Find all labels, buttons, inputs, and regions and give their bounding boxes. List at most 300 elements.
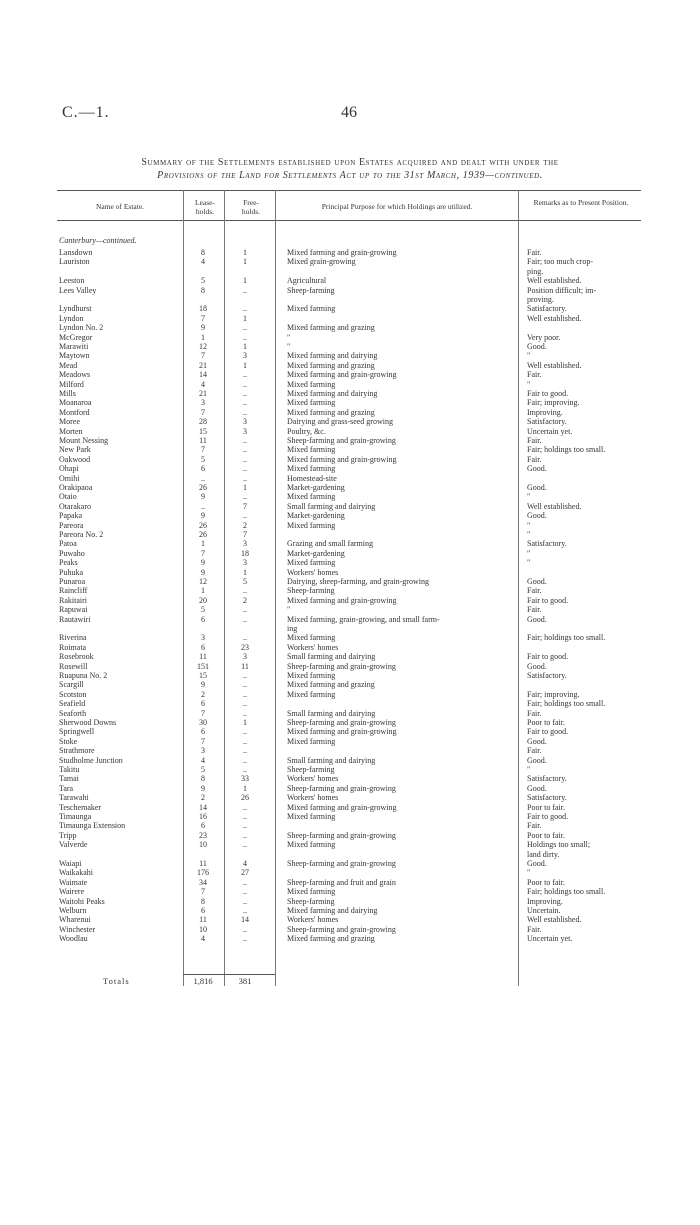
remarks-cell: Good.: [527, 511, 547, 521]
purpose-cell: ": [287, 605, 291, 615]
remarks-cell: Well established.: [527, 276, 582, 286]
freeholds-cell: 3: [243, 417, 247, 427]
estate-name-cell: Papaka: [59, 511, 83, 521]
table-row: [57, 445, 641, 454]
remarks-cell: Fair.: [527, 248, 542, 257]
leaseholds-cell: 34: [199, 877, 207, 887]
table-row: [57, 850, 641, 859]
purpose-cell: Sheep-farming: [287, 285, 335, 295]
freeholds-cell: ..: [243, 708, 247, 718]
estate-name-cell: Tripp: [59, 830, 77, 840]
estate-name-cell: Rapuwai: [59, 605, 88, 615]
remarks-cell: Good.: [527, 736, 547, 746]
freeholds-cell: 3: [243, 351, 247, 361]
table-row: [57, 887, 641, 896]
remarks-cell: Fair; too much crop-: [527, 257, 593, 267]
table-row: [57, 558, 641, 567]
table-row: [57, 765, 641, 774]
estate-name-cell: Puwaho: [59, 548, 85, 558]
purpose-cell: Dairying and grass-seed growing: [287, 417, 393, 427]
leaseholds-cell: 9: [201, 492, 205, 502]
purpose-cell: Workers' homes: [287, 915, 339, 925]
table-top-rule: [57, 190, 641, 191]
estate-name-cell: Otaio: [59, 492, 77, 502]
purpose-cell: Mixed farming: [287, 633, 336, 643]
leaseholds-cell: 21: [199, 389, 207, 398]
leaseholds-cell: 5: [201, 276, 205, 286]
remarks-cell: Well established.: [527, 501, 582, 511]
leaseholds-cell: 12: [199, 342, 207, 351]
freeholds-cell: 18: [241, 548, 249, 558]
remarks-cell: Poor to fair.: [527, 877, 565, 887]
leaseholds-cell: 23: [199, 830, 207, 840]
purpose-cell: Mixed grain-growing: [287, 257, 356, 267]
estate-name-cell: Tara: [59, 783, 74, 793]
table-row: [57, 709, 641, 718]
leaseholds-cell: 7: [201, 708, 205, 718]
header-bottom-rule: [57, 220, 641, 221]
remarks-cell: Fair to good.: [527, 389, 569, 398]
freeholds-cell: 33: [241, 774, 249, 784]
freeholds-cell: 26: [241, 793, 249, 803]
purpose-cell: Workers' homes: [287, 793, 339, 803]
purpose-cell: Sheep-farming and grain-growing: [287, 718, 396, 727]
purpose-cell: Mixed farming: [287, 840, 336, 850]
freeholds-cell: 1: [243, 276, 247, 286]
estate-name-cell: Moree: [59, 417, 80, 427]
estate-name-cell: Lyndon: [59, 313, 84, 323]
freeholds-cell: ..: [243, 511, 247, 521]
purpose-cell: Mixed farming and dairying: [287, 351, 378, 361]
remarks-cell: Poor to fair.: [527, 718, 565, 727]
table-row: [57, 812, 641, 821]
leaseholds-cell: 8: [201, 774, 205, 784]
freeholds-cell: 1: [243, 248, 247, 257]
estate-name-cell: Leeston: [59, 276, 85, 286]
freeholds-cell: 5: [243, 577, 247, 586]
table-row: [57, 408, 641, 417]
purpose-cell: Mixed farming and dairying: [287, 389, 378, 398]
leaseholds-cell: 9: [201, 680, 205, 690]
table-row: [57, 746, 641, 755]
remarks-cell: Fair to good.: [527, 727, 569, 737]
purpose-cell: Mixed farming, grain-growing, and small farm-: [287, 614, 440, 624]
freeholds-cell: 1: [243, 360, 247, 370]
freeholds-cell: ..: [243, 332, 247, 342]
remarks-cell: Poor to fair.: [527, 802, 565, 812]
purpose-cell: Mixed farming and grain-growing: [287, 595, 397, 605]
estate-name-cell: New Park: [59, 445, 91, 455]
freeholds-cell: ..: [243, 924, 247, 934]
estate-name-cell: Winchester: [59, 924, 96, 934]
remarks-cell: Satisfactory.: [527, 417, 567, 427]
table-row: [57, 840, 641, 849]
estate-name-cell: Mount Nessing: [59, 436, 109, 445]
estate-name-cell: Meadows: [59, 370, 91, 380]
remarks-cell: Good.: [527, 614, 547, 624]
freeholds-cell: ..: [243, 877, 247, 887]
estate-name-cell: Lees Valley: [59, 285, 97, 295]
purpose-cell: Poultry, &c.: [287, 426, 326, 436]
freeholds-cell: 3: [243, 558, 247, 568]
remarks-cell: Fair; holdings too small.: [527, 445, 606, 455]
remarks-cell: Fair; holdings too small.: [527, 699, 606, 709]
table-row: [57, 314, 641, 323]
remarks-cell: ": [527, 548, 531, 558]
purpose-cell: Mixed farming: [287, 887, 336, 897]
table-row: [57, 577, 641, 586]
purpose-cell: Mixed farming and grazing: [287, 680, 375, 690]
table-row: [57, 756, 641, 765]
estate-name-cell: Springwell: [59, 727, 95, 737]
remarks-cell: ": [527, 520, 531, 530]
purpose-cell: Workers' homes: [287, 642, 339, 652]
remarks-cell: ": [527, 765, 531, 774]
remarks-cell: Good.: [527, 783, 547, 793]
table-row: [57, 690, 641, 699]
freeholds-cell: ..: [243, 614, 247, 624]
table-row: [57, 361, 641, 370]
header-leaseholds: Lease-holds.: [195, 198, 215, 216]
remarks-cell: proving.: [527, 295, 554, 304]
estate-name-cell: Seafield: [59, 699, 86, 709]
leaseholds-cell: 15: [199, 426, 207, 436]
purpose-cell: Mixed farming and grain-growing: [287, 248, 397, 257]
table-row: [57, 427, 641, 436]
estate-name-cell: Timaunga: [59, 812, 92, 821]
freeholds-cell: ..: [243, 285, 247, 295]
estate-name-cell: Sherwood Downs: [59, 718, 117, 727]
estate-name-cell: Pareora: [59, 520, 84, 530]
leaseholds-cell: 5: [201, 605, 205, 615]
remarks-cell: Fair.: [527, 924, 542, 934]
freeholds-cell: 2: [243, 595, 247, 605]
leaseholds-cell: 6: [201, 614, 205, 624]
leaseholds-cell: 21: [199, 360, 207, 370]
remarks-cell: Well established.: [527, 915, 582, 925]
estate-name-cell: Omihi: [59, 473, 80, 483]
leaseholds-cell: 3: [201, 398, 205, 408]
freeholds-cell: 14: [241, 915, 249, 925]
remarks-cell: Good.: [527, 342, 547, 351]
purpose-cell: Sheep-farming and fruit and grain: [287, 877, 396, 887]
table-row: [57, 267, 641, 276]
remarks-cell: Uncertain.: [527, 906, 561, 915]
freeholds-cell: ..: [243, 802, 247, 812]
table-row: [57, 530, 641, 539]
estate-name-cell: Waimate: [59, 877, 88, 887]
leaseholds-cell: 20: [199, 595, 207, 605]
estate-name-cell: Seaforth: [59, 708, 87, 718]
leaseholds-cell: 9: [201, 783, 205, 793]
purpose-cell: Mixed farming: [287, 398, 336, 408]
leaseholds-cell: 6: [201, 464, 205, 474]
leaseholds-cell: 4: [201, 934, 205, 944]
leaseholds-cell: 6: [201, 699, 205, 709]
document-title: [40, 156, 660, 182]
estate-name-cell: Welburn: [59, 906, 87, 915]
remarks-cell: ": [527, 351, 531, 361]
table-row: [57, 455, 641, 464]
estate-name-cell: Rautawiri: [59, 614, 91, 624]
table-row: [57, 699, 641, 708]
purpose-cell: Homestead-site: [287, 473, 337, 483]
freeholds-cell: ..: [243, 464, 247, 474]
table-row: [57, 502, 641, 511]
leaseholds-cell: 11: [199, 652, 207, 662]
estate-name-cell: Teschemaker: [59, 802, 102, 812]
purpose-cell: Dairying, sheep-farming, and grain-growing: [287, 577, 429, 586]
leaseholds-cell: 2: [201, 793, 205, 803]
purpose-cell: ": [287, 342, 291, 351]
leaseholds-cell: 6: [201, 642, 205, 652]
estate-name-cell: McGregor: [59, 332, 93, 342]
table-row: [57, 539, 641, 548]
purpose-cell: Small farming and dairying: [287, 652, 376, 662]
purpose-cell: Market-gardening: [287, 483, 345, 492]
purpose-cell: Mixed farming: [287, 689, 336, 699]
purpose-cell: Sheep-farming and grain-growing: [287, 661, 396, 671]
table-row: [57, 821, 641, 830]
remarks-cell: Uncertain yet.: [527, 934, 573, 944]
purpose-cell: Sheep-farming and grain-growing: [287, 859, 396, 868]
table-row: [57, 633, 641, 642]
estate-name-cell: Maytown: [59, 351, 90, 361]
table-row: [57, 727, 641, 736]
estate-name-cell: Waitohi Peaks: [59, 896, 105, 906]
leaseholds-cell: 7: [201, 407, 205, 417]
table-row: [57, 793, 641, 802]
estate-name-cell: Orakipaoa: [59, 483, 93, 492]
freeholds-cell: 3: [243, 539, 247, 549]
header-name: Name of Estate.: [95, 202, 145, 211]
estate-name-cell: Lansdown: [59, 248, 93, 257]
remarks-cell: Fair.: [527, 605, 542, 615]
table-row: [57, 568, 641, 577]
estate-name-cell: Studholme Junction: [59, 755, 123, 765]
freeholds-cell: ..: [243, 436, 247, 445]
remarks-cell: Fair; improving.: [527, 689, 580, 699]
leaseholds-cell: 176: [197, 868, 209, 878]
estate-name-cell: Morten: [59, 426, 83, 436]
freeholds-cell: 11: [241, 661, 249, 671]
freeholds-cell: ..: [243, 680, 247, 690]
freeholds-cell: 1: [243, 257, 247, 267]
leaseholds-cell: 1: [201, 586, 205, 596]
remarks-cell: Fair.: [527, 454, 542, 464]
remarks-cell: Position difficult; im-: [527, 285, 597, 295]
leaseholds-cell: 7: [201, 313, 205, 323]
freeholds-cell: ..: [243, 633, 247, 643]
purpose-cell: Small farming and dairying: [287, 708, 376, 718]
freeholds-cell: ..: [243, 755, 247, 765]
estate-name-cell: Punaroa: [59, 577, 86, 586]
leaseholds-cell: 7: [201, 736, 205, 746]
purpose-cell: Sheep-farming and grain-growing: [287, 830, 396, 840]
leaseholds-cell: 9: [201, 567, 205, 577]
purpose-cell: Mixed farming: [287, 379, 336, 389]
freeholds-cell: 4: [243, 859, 247, 868]
leaseholds-cell: 3: [201, 746, 205, 756]
estate-name-cell: Scotston: [59, 689, 87, 699]
remarks-cell: Fair; holdings too small.: [527, 887, 606, 897]
leaseholds-cell: 5: [201, 454, 205, 464]
table-row: [57, 276, 641, 285]
leaseholds-cell: 9: [201, 323, 205, 333]
table-row: [57, 897, 641, 906]
purpose-cell: Mixed farming and grazing: [287, 323, 375, 333]
remarks-cell: Satisfactory.: [527, 774, 567, 784]
leaseholds-cell: 11: [199, 915, 207, 925]
leaseholds-cell: 1: [201, 332, 205, 342]
remarks-cell: Good.: [527, 483, 547, 492]
leaseholds-cell: 14: [199, 802, 207, 812]
purpose-cell: Market-gardening: [287, 511, 345, 521]
freeholds-cell: 1: [243, 483, 247, 492]
purpose-cell: Mixed farming: [287, 736, 336, 746]
estate-name-cell: Moanaroa: [59, 398, 92, 408]
estate-name-cell: Mead: [59, 360, 78, 370]
leaseholds-cell: 7: [201, 887, 205, 897]
purpose-cell: Sheep-farming: [287, 586, 335, 596]
estate-name-cell: Pareora No. 2: [59, 530, 104, 539]
leaseholds-cell: 30: [199, 718, 207, 727]
leaseholds-cell: 26: [199, 520, 207, 530]
table-row: [57, 680, 641, 689]
purpose-cell: Mixed farming and grazing: [287, 360, 375, 370]
estate-name-cell: Waikakahi: [59, 868, 94, 878]
remarks-cell: Satisfactory.: [527, 539, 567, 549]
table-row: [57, 370, 641, 379]
table-row: [57, 351, 641, 360]
purpose-cell: Mixed farming: [287, 304, 336, 314]
leaseholds-cell: 10: [199, 924, 207, 934]
estate-name-cell: Puhuka: [59, 567, 83, 577]
freeholds-cell: ..: [243, 323, 247, 333]
estate-name-cell: Rosewill: [59, 661, 88, 671]
table-row: [57, 398, 641, 407]
remarks-cell: Good.: [527, 755, 547, 765]
leaseholds-cell: 1: [201, 539, 205, 549]
table-row: [57, 859, 641, 868]
purpose-cell: Mixed farming: [287, 520, 336, 530]
freeholds-cell: ..: [243, 906, 247, 915]
estate-name-cell: Mills: [59, 389, 76, 398]
leaseholds-cell: 6: [201, 821, 205, 831]
leaseholds-cell: 11: [199, 436, 207, 445]
estate-name-cell: Peaks: [59, 558, 78, 568]
estate-name-cell: Tarawahi: [59, 793, 89, 803]
table-row: [57, 831, 641, 840]
freeholds-cell: ..: [243, 765, 247, 774]
page-number: 46: [341, 104, 357, 121]
freeholds-cell: ..: [243, 454, 247, 464]
leaseholds-cell: 9: [201, 511, 205, 521]
freeholds-cell: ..: [243, 445, 247, 455]
remarks-cell: Satisfactory.: [527, 304, 567, 314]
estate-name-cell: Strathmore: [59, 746, 95, 756]
purpose-cell: Small farming and dairying: [287, 755, 376, 765]
page-header-left: C.—1.: [62, 104, 110, 121]
remarks-cell: Poor to fair.: [527, 830, 565, 840]
table-row: [57, 774, 641, 783]
table-row: [57, 257, 641, 266]
table-row: [57, 652, 641, 661]
table-row: [57, 304, 641, 313]
leaseholds-cell: 16: [199, 812, 207, 821]
remarks-cell: Good.: [527, 464, 547, 474]
purpose-cell: Small farming and dairying: [287, 501, 376, 511]
leaseholds-cell: ..: [201, 473, 205, 483]
estate-name-cell: Wharenui: [59, 915, 91, 925]
leaseholds-cell: 2: [201, 689, 205, 699]
estate-name-cell: Stoke: [59, 736, 78, 746]
remarks-cell: Good.: [527, 577, 547, 586]
title-line-1: Summary of the Settlements established upon Estates acquired and dealt with under the: [141, 157, 559, 168]
estate-name-cell: Wairere: [59, 887, 85, 897]
freeholds-cell: 23: [241, 642, 249, 652]
remarks-cell: Good.: [527, 661, 547, 671]
purpose-cell: Mixed farming and grain-growing: [287, 802, 397, 812]
freeholds-cell: 3: [243, 426, 247, 436]
table-row: [57, 295, 641, 304]
leaseholds-cell: 26: [199, 483, 207, 492]
leaseholds-cell: 10: [199, 840, 207, 850]
freeholds-cell: ..: [243, 379, 247, 389]
estate-name-cell: Marawiti: [59, 342, 89, 351]
freeholds-cell: 3: [243, 652, 247, 662]
freeholds-cell: 1: [243, 342, 247, 351]
purpose-cell: Workers' homes: [287, 567, 339, 577]
freeholds-cell: 1: [243, 567, 247, 577]
purpose-cell: Sheep-farming and grain-growing: [287, 924, 396, 934]
freeholds-cell: ..: [243, 840, 247, 850]
leaseholds-cell: 4: [201, 755, 205, 765]
remarks-cell: Holdings too small;: [527, 840, 591, 850]
estate-name-cell: Rosebrook: [59, 652, 94, 662]
leaseholds-cell: 8: [201, 248, 205, 257]
estate-name-cell: Lauriston: [59, 257, 90, 267]
estate-name-cell: Montford: [59, 407, 90, 417]
leaseholds-cell: 28: [199, 417, 207, 427]
freeholds-cell: ..: [243, 736, 247, 746]
table-row: [57, 586, 641, 595]
freeholds-cell: ..: [243, 370, 247, 380]
freeholds-cell: ..: [243, 473, 247, 483]
estate-name-cell: Oakwood: [59, 454, 91, 464]
freeholds-cell: ..: [243, 407, 247, 417]
remarks-cell: ": [527, 492, 531, 502]
totals-leaseholds: 1,816: [193, 976, 213, 986]
table-row: [57, 248, 641, 257]
table-row: [57, 521, 641, 530]
estate-name-cell: Ruapuna No. 2: [59, 671, 108, 680]
table-row: [57, 492, 641, 501]
leaseholds-cell: 18: [199, 304, 207, 314]
table-row: [57, 906, 641, 915]
leaseholds-cell: 7: [201, 445, 205, 455]
leaseholds-cell: 7: [201, 548, 205, 558]
freeholds-cell: ..: [243, 671, 247, 680]
leaseholds-cell: 3: [201, 633, 205, 643]
table-row: [57, 596, 641, 605]
table-row: [57, 737, 641, 746]
estate-name-cell: Ohapi: [59, 464, 79, 474]
table-row: [57, 333, 641, 342]
remarks-cell: ": [527, 558, 531, 568]
freeholds-cell: ..: [243, 699, 247, 709]
freeholds-cell: 7: [243, 530, 247, 539]
